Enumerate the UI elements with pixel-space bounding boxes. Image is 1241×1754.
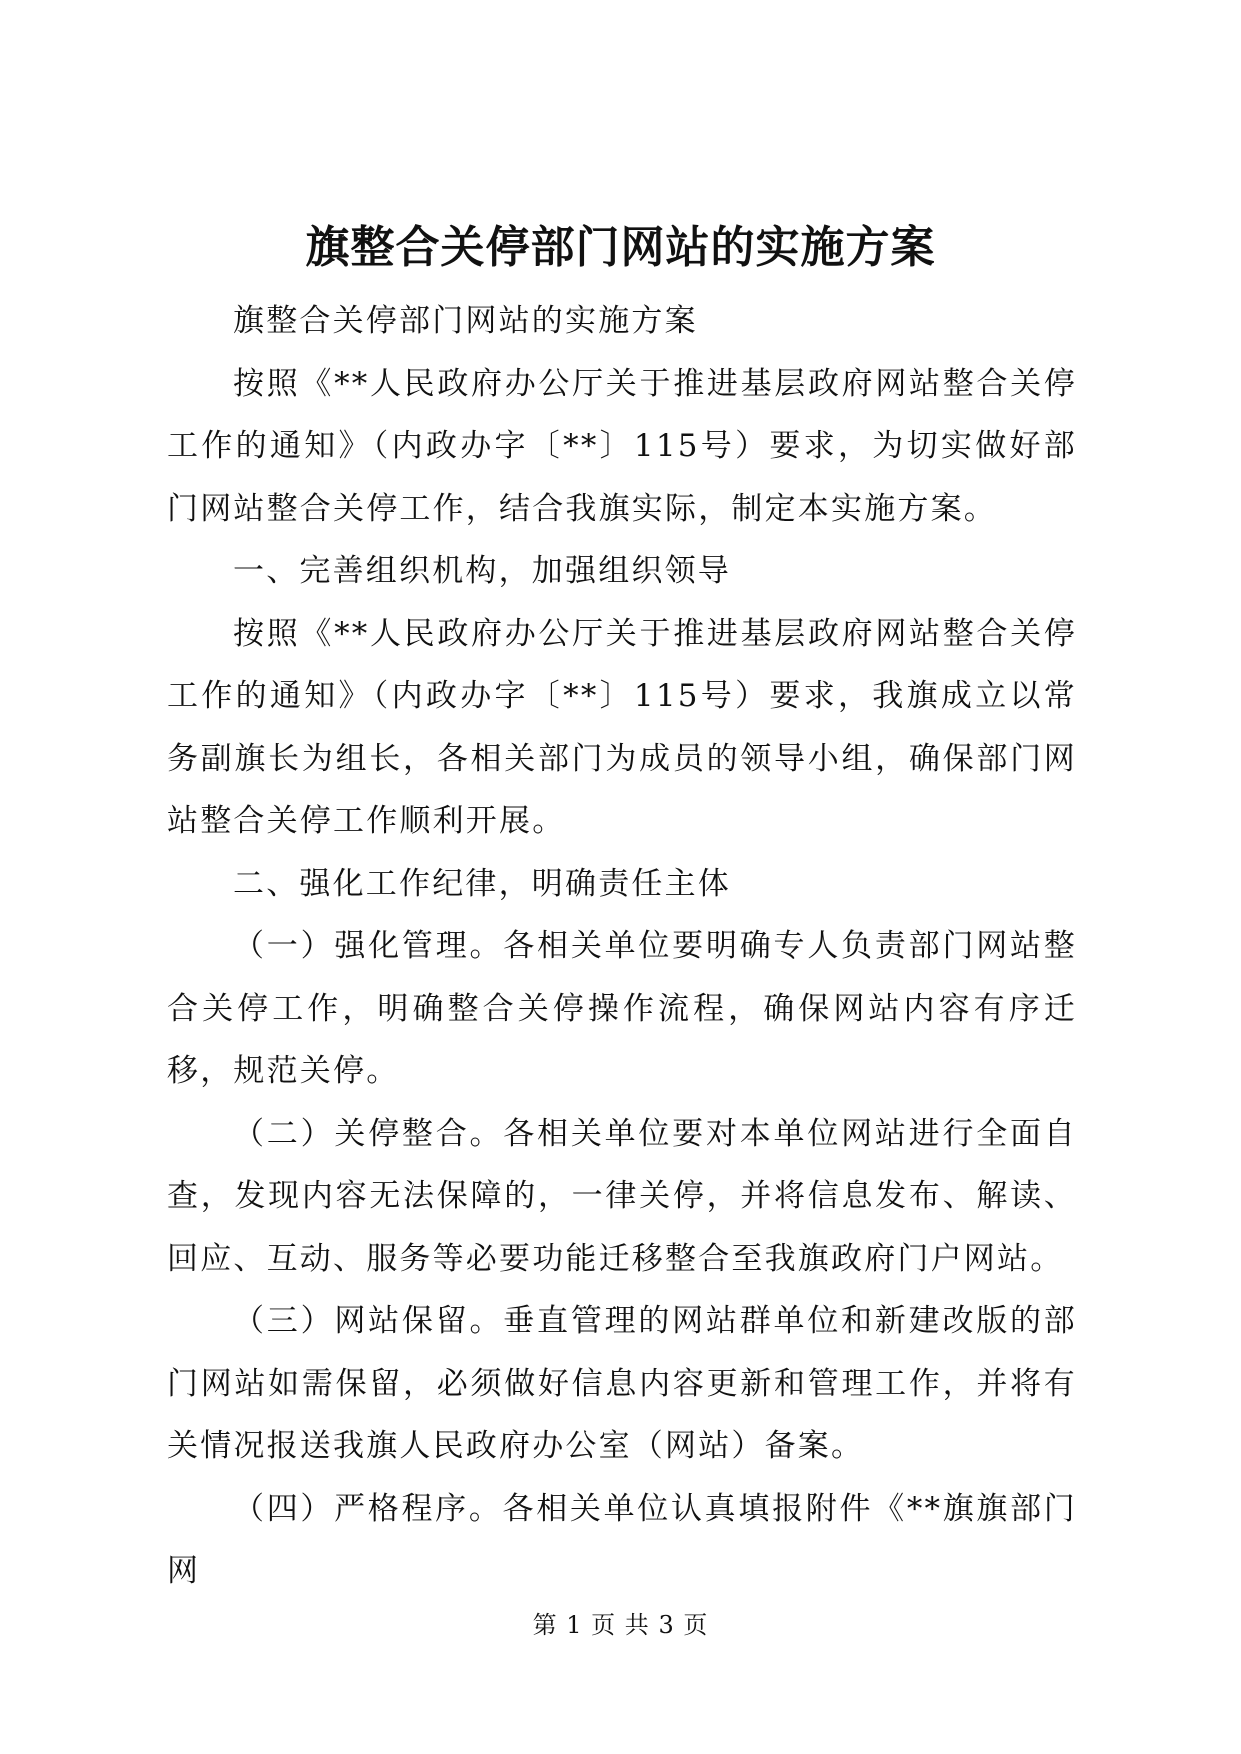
section-heading-2: 二、强化工作纪律，明确责任主体 — [233, 865, 731, 902]
paragraph-item-1: （一）强化管理。各相关单位要明确专人负责部门网站整合关停工作，明确整合关停操作流程，确保网站内容有序迁移，规范关停。 — [167, 928, 1077, 1089]
paragraph-intro: 按照《**人民政府办公厅关于推进基层政府网站整合关停工作的通知》（内政办字〔**〕115号）要求，为切实做好部门网站整合关停工作，结合我旗实际，制定本实施方案。 — [167, 365, 1077, 527]
page-footer: 第 1 页 共 3 页 — [532, 1611, 709, 1639]
paragraph-item-4: （四）严格程序。各相关单位认真填报附件《**旗旗部门网 — [167, 1490, 1077, 1589]
section-heading-1: 一、完善组织机构，加强组织领导 — [233, 553, 731, 589]
paragraph-section-1: 按照《**人民政府办公厅关于推进基层政府网站整合关停工作的通知》（内政办字〔**〕115号）要求，我旗成立以常务副旗长为组长，各相关部门为成员的领导小组，确保部门网站整合关停工作顺利开展。 — [167, 615, 1077, 839]
document-title: 旗整合关停部门网站的实施方案 — [305, 222, 936, 273]
document-body — [167, 290, 1077, 1603]
paragraph-subtitle: 旗整合关停部门网站的实施方案 — [233, 303, 698, 339]
paragraph-item-2: （二）关停整合。各相关单位要对本单位网站进行全面自查，发现内容无法保障的，一律关停，并将信息发布、解读、回应、互动、服务等必要功能迁移整合至我旗政府门户网站。 — [167, 1115, 1077, 1277]
paragraph-item-3: （三）网站保留。垂直管理的网站群单位和新建改版的部门网站如需保留，必须做好信息内容更新和管理工作，并将有关情况报送我旗人民政府办公室（网站）备案。 — [167, 1303, 1077, 1464]
